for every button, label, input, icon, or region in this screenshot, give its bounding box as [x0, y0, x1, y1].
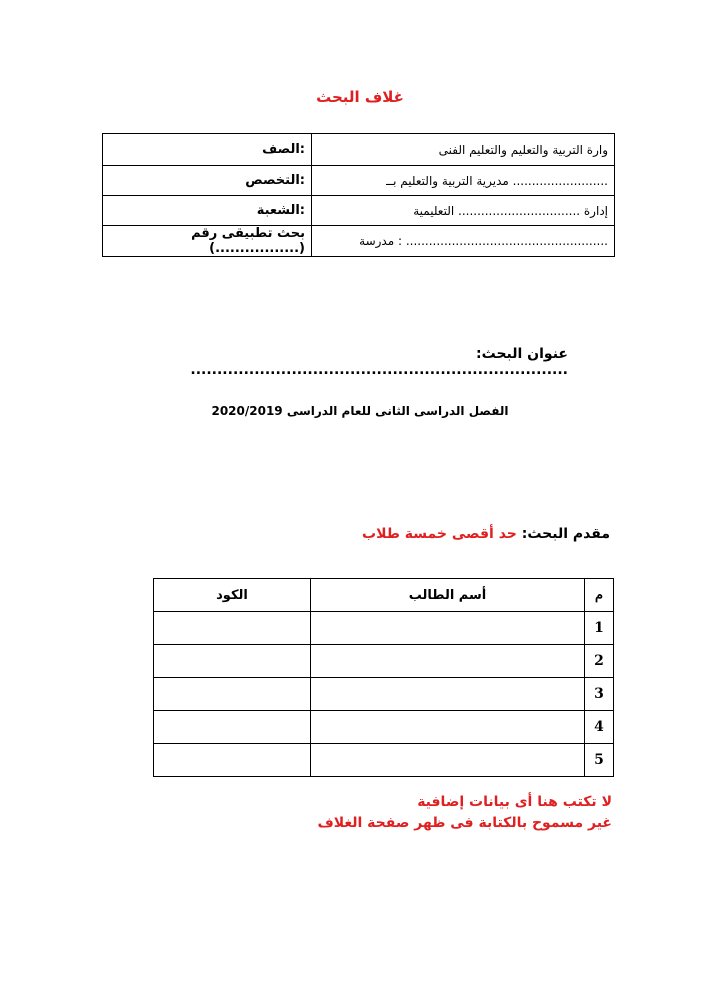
header-row: [103, 226, 615, 257]
table-row: [154, 612, 614, 645]
table-row: [154, 678, 614, 711]
no-back-writing-note: غير مسموح بالكتابة فى ظهر صفحة الغلاف: [317, 815, 612, 831]
row-number: 1: [585, 612, 614, 645]
student-code-cell[interactable]: [154, 678, 311, 711]
administration-field[interactable]: إدارة ................................ التعليمية: [312, 196, 615, 226]
row-number: 4: [585, 711, 614, 744]
students-table: [153, 578, 614, 777]
no-extra-data-note: لا تكتب هنا أى بيانات إضافية: [417, 794, 612, 810]
presenter-label: مقدم البحث:: [521, 526, 610, 542]
table-row: [154, 744, 614, 777]
table-row: [154, 711, 614, 744]
student-name-cell[interactable]: [311, 612, 585, 645]
student-code-cell[interactable]: [154, 612, 311, 645]
row-number: 2: [585, 645, 614, 678]
student-name-cell[interactable]: [311, 744, 585, 777]
presenter-limit-note: حد أقصى خمسة طلاب: [362, 526, 517, 542]
ministry-label: وارة التربية والتعليم والتعليم الفنى: [312, 134, 615, 166]
term-line: الفصل الدراسى الثانى للعام الدراسى 2020/2019: [211, 404, 509, 418]
student-name-header: أسم الطالب: [311, 579, 585, 612]
student-name-cell[interactable]: [311, 678, 585, 711]
student-code-cell[interactable]: [154, 645, 311, 678]
table-row: [154, 645, 614, 678]
research-title-field[interactable]: عنوان البحث: .......................................................................: [190, 346, 568, 378]
grade-field[interactable]: الصف:: [103, 134, 312, 166]
specialization-field[interactable]: التخصص:: [103, 166, 312, 196]
student-code-cell[interactable]: [154, 711, 311, 744]
school-field[interactable]: مدرسة : .....................................................: [312, 226, 615, 257]
student-name-cell[interactable]: [311, 711, 585, 744]
student-code-cell[interactable]: [154, 744, 311, 777]
number-header: م: [585, 579, 614, 612]
row-number: 5: [585, 744, 614, 777]
division-field[interactable]: الشعبة:: [103, 196, 312, 226]
student-name-cell[interactable]: [311, 645, 585, 678]
presenter-line: [300, 526, 610, 542]
header-info-table: [102, 133, 615, 257]
header-row: [103, 196, 615, 226]
directorate-field[interactable]: مديرية التربية والتعليم بــ .........................: [312, 166, 615, 196]
students-table-header: [154, 579, 614, 612]
row-number: 3: [585, 678, 614, 711]
code-header: الكود: [154, 579, 311, 612]
header-row: [103, 134, 615, 166]
cover-title: غلاف البحث: [316, 88, 404, 106]
research-number-field[interactable]: بحث تطبيقى رقم (.................): [103, 226, 312, 257]
header-row: [103, 166, 615, 196]
